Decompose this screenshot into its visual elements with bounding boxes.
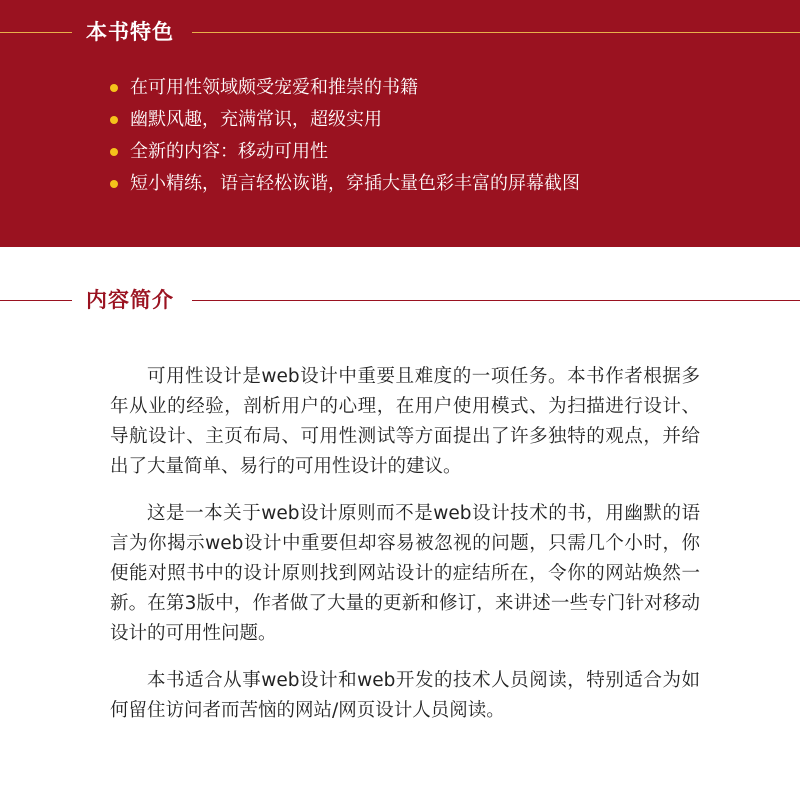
feature-item: 全新的内容：移动可用性 [110,136,580,168]
feature-item: 短小精练，语言轻松诙谐，穿插大量色彩丰富的屏幕截图 [110,168,580,200]
intro-body [110,362,700,743]
intro-title: 内容简介 [86,288,174,312]
feature-item: 在可用性领域颇受宠爱和推崇的书籍 [110,72,580,104]
heading-divider-right [192,32,800,33]
feature-item: 幽默风趣，充满常识，超级实用 [110,104,580,136]
bullet-dot-icon [110,116,118,124]
heading-divider-left [0,32,72,33]
heading-divider-right [192,300,800,301]
intro-heading [0,285,800,315]
feature-list [110,72,580,200]
intro-paragraph: 本书适合从事web设计和web开发的技术人员阅读，特别适合为如何留住访问者而苦恼的网站/网页设计人员阅读。 [110,670,700,721]
intro-paragraph: 这是一本关于web设计原则而不是web设计技术的书，用幽默的语言为你揭示web设计中重要但却容易被忽视的问题，只需几个小时，你便能对照书中的设计原则找到网站设计的症结所在，令你的网站焕然一新。在第3版中，作者做了大量的更新和修订，来讲述一些专门针对移动设计的可用性问题。 [110,503,700,644]
features-heading [0,17,800,47]
bullet-dot-icon [110,180,118,188]
heading-divider-left [0,300,72,301]
intro-paragraph: 可用性设计是web设计中重要且难度的一项任务。本书作者根据多年从业的经验，剖析用户的心理，在用户使用模式、为扫描进行设计、导航设计、主页布局、可用性测试等方面提出了许多独特的观点，并给出了大量简单、易行的可用性设计的建议。 [110,366,700,477]
features-section [0,0,800,247]
bullet-dot-icon [110,148,118,156]
bullet-dot-icon [110,84,118,92]
features-title: 本书特色 [86,20,174,44]
